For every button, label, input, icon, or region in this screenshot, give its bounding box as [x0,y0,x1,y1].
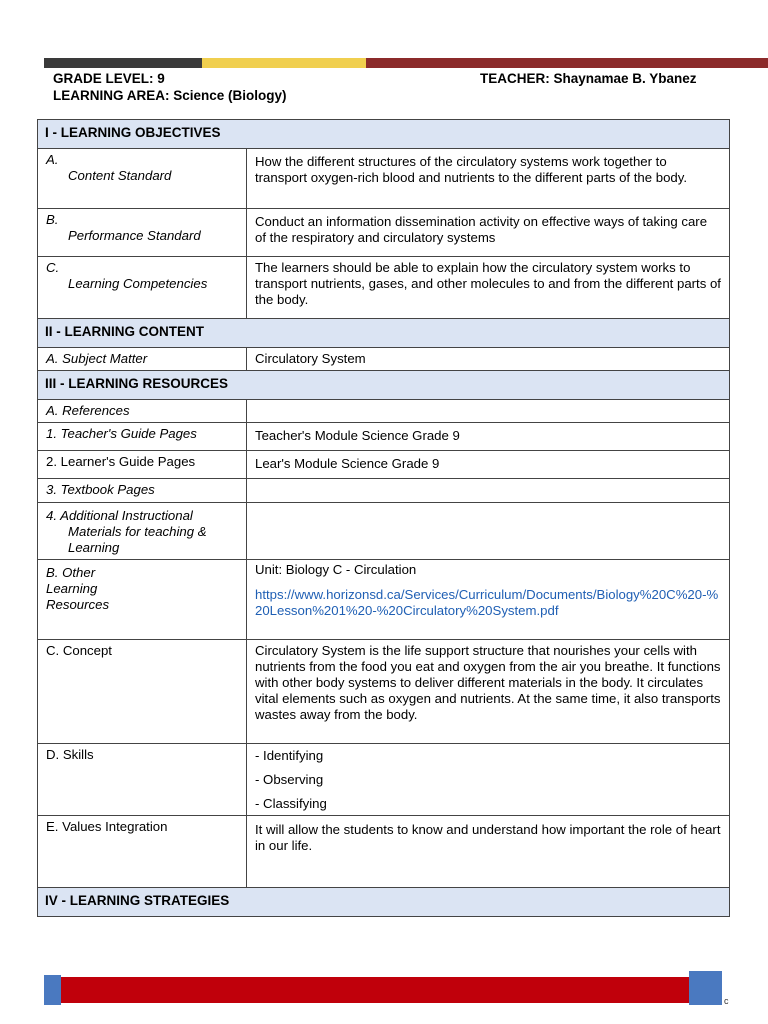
subject-matter-label: A. Subject Matter [38,348,247,371]
resource-link[interactable]: https://www.horizonsd.ca/Services/Curriculum/Documents/Biology%20C%20-%20Lesson%201%20-%20Circulatory%20System.pdf [255,587,719,618]
footer-bar-red [61,977,689,1003]
footer-bar-blue-left [44,975,61,1005]
other-resources-label [38,560,247,640]
learning-competencies-label [38,257,247,319]
lesson-plan-table [37,119,730,917]
other-label-line: B. Other [46,565,96,580]
header-bar-yellow-segment [202,58,366,68]
section-header-objectives [38,120,730,149]
values-integration-label: E. Values Integration [38,816,247,888]
header-color-bar [44,58,768,68]
table-row [38,149,730,209]
section-header-strategies [38,888,730,917]
header-bar-dark-segment [44,58,202,68]
other-resources-value [247,560,730,640]
section-header-resources [38,371,730,400]
concept-text: Circulatory System is the life support structure that nourishes your cells with nutrients from the food you eat and oxygen from the air you breathe. It functions with other body systems to deliver different materials in the body. It circulates vital elements such as oxygen and nutrients. At the same time, it also transports wastes away from the body. [247,640,730,744]
section-title: II - LEARNING CONTENT [38,319,730,348]
row-letter: B. [46,212,59,227]
page-mark: c [724,996,729,1006]
textbook-value [247,479,730,503]
table-row [38,400,730,423]
additional-materials-label [38,503,247,560]
teacher-guide-label: 1. Teacher's Guide Pages [38,423,247,451]
references-value [247,400,730,423]
table-row [38,348,730,371]
table-row [38,451,730,479]
table-row [38,816,730,888]
section-title: I - LEARNING OBJECTIVES [38,120,730,149]
skill-item: - Identifying [255,748,324,763]
section-header-content [38,319,730,348]
concept-label: C. Concept [38,640,247,744]
performance-standard-text: Conduct an information dissemination activity on effective ways of taking care of the respiratory and circulatory systems [247,209,730,257]
row-letter: C. [46,260,60,275]
table-row [38,257,730,319]
table-row [38,503,730,560]
table-row [38,560,730,640]
performance-standard-label [38,209,247,257]
section-title: III - LEARNING RESOURCES [38,371,730,400]
table-row [38,479,730,503]
table-row [38,209,730,257]
grade-level: GRADE LEVEL: 9 [53,71,165,86]
header-bar-maroon-segment [366,58,768,68]
skills-label: D. Skills [38,744,247,816]
footer-color-bar [44,975,722,1005]
content-standard-label [38,149,247,209]
other-label-line: Resources [46,597,110,612]
teacher-guide-value: Teacher's Module Science Grade 9 [247,423,730,451]
row-letter: A. [46,152,59,167]
row-label: Content Standard [68,168,172,183]
additional-label-line: Learning [68,540,120,555]
additional-materials-value [247,503,730,560]
learner-guide-label: 2. Learner's Guide Pages [38,451,247,479]
values-integration-text: It will allow the students to know and understand how important the role of heart in our life. [247,816,730,888]
row-label: Learning Competencies [68,276,208,291]
learning-area: LEARNING AREA: Science (Biology) [53,88,287,103]
learning-competencies-text: The learners should be able to explain how the circulatory system works to transport nutrients, gases, and other molecules to and from the different parts of the body. [247,257,730,319]
skill-item: - Observing [255,772,324,787]
table-row [38,640,730,744]
additional-label-line: 4. Additional Instructional [46,508,193,523]
footer-bar-blue-right [689,971,722,1005]
content-standard-text: How the different structures of the circulatory systems work together to transport oxygen-rich blood and nutrients to the different parts of the body. [247,149,730,209]
teacher-name: TEACHER: Shaynamae B. Ybanez [480,71,697,86]
textbook-label: 3. Textbook Pages [38,479,247,503]
section-title: IV - LEARNING STRATEGIES [38,888,730,917]
other-label-line: Learning [46,581,98,596]
other-unit-text: Unit: Biology C - Circulation [255,562,417,577]
skills-list [247,744,730,816]
table-row [38,744,730,816]
row-label: Performance Standard [68,228,201,243]
table-row [38,423,730,451]
skill-item: - Classifying [255,796,327,811]
learner-guide-value: Lear's Module Science Grade 9 [247,451,730,479]
references-label: A. References [38,400,247,423]
additional-label-line: Materials for teaching & [68,524,207,539]
subject-matter-value: Circulatory System [247,348,730,371]
